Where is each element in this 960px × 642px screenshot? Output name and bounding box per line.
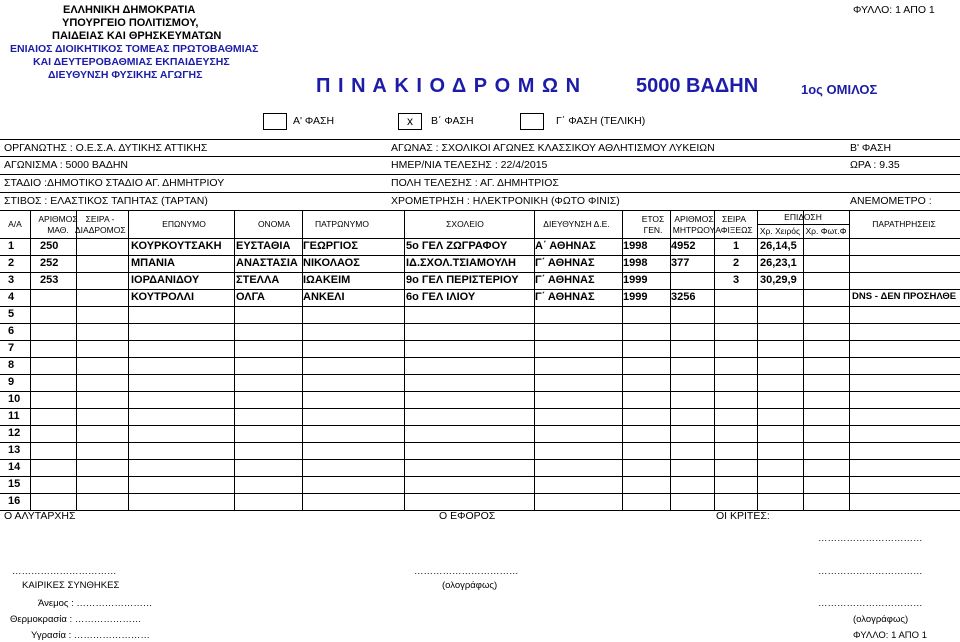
col-bib-2: ΜΑΘ. bbox=[47, 225, 69, 235]
cell-aa: 7 bbox=[8, 342, 15, 354]
cell-aa: 4 bbox=[8, 291, 15, 303]
header-line: ΚΑΙ ΔΕΥΤΕΡΟΒΑΘΜΙΑΣ ΕΚΠΑΙΔΕΥΣΗΣ bbox=[33, 56, 230, 68]
col-school: ΣΧΟΛΕΙΟ bbox=[446, 219, 484, 229]
cell-surname: ΜΠΑΝΙΑ bbox=[131, 257, 175, 269]
col-bib-1: ΑΡΙΘΜΟΣ bbox=[38, 214, 78, 224]
divider bbox=[849, 210, 850, 510]
divider bbox=[757, 210, 758, 510]
divider bbox=[0, 306, 960, 307]
divider bbox=[0, 391, 960, 392]
cell-dir: Α΄ ΑΘΗΝΑΣ bbox=[535, 240, 596, 252]
cell-name: ΕΥΣΤΑΘΙΑ bbox=[236, 240, 291, 252]
divider bbox=[534, 210, 535, 510]
cell-surname: ΚΟΥΡΚΟΥΤΣΑΚΗ bbox=[131, 240, 222, 252]
divider bbox=[0, 442, 960, 443]
cell-bib: 253 bbox=[40, 274, 59, 286]
cell-aa: 12 bbox=[8, 427, 21, 439]
divider bbox=[0, 156, 960, 157]
divider bbox=[128, 210, 129, 510]
cell-surname: ΙΟΡΔΑΝΙΔΟΥ bbox=[131, 274, 200, 286]
cell-dir: Γ΄ ΑΘΗΝΑΣ bbox=[535, 257, 595, 269]
ephor-label: Ο ΕΦΟΡΟΣ bbox=[439, 510, 496, 522]
group-title: 1ος ΟΜΙΛΟΣ bbox=[801, 82, 878, 97]
phase-b-label: Β΄ ΦΑΣΗ bbox=[431, 115, 474, 127]
divider bbox=[0, 174, 960, 175]
signature-caption: (ολογράφως) bbox=[853, 614, 909, 625]
time-info: ΩΡΑ : 9.35 bbox=[850, 159, 900, 171]
cell-father: ΝΙΚΟΛΑΟΣ bbox=[303, 257, 360, 269]
cell-school: 5ο ΓΕΛ ΖΩΓΡΑΦΟΥ bbox=[406, 240, 508, 252]
event-title: 5000 ΒΑΔΗΝ bbox=[636, 75, 759, 97]
divider bbox=[0, 340, 960, 341]
divider bbox=[0, 210, 960, 211]
cell-aa: 15 bbox=[8, 478, 21, 490]
competition: ΑΓΩΝΑΣ : ΣΧΟΛΙΚΟΙ ΑΓΩΝΕΣ ΚΛΑΣΣΙΚΟΥ ΑΘΛΗΤΙΣΜΟΥ ΛΥΚΕΙΩΝ bbox=[391, 142, 715, 154]
cell-aa: 14 bbox=[8, 461, 21, 473]
sheet-counter-footer: ΦΥΛΛΟ: 1 ΑΠΟ 1 bbox=[853, 630, 927, 641]
date-info: ΗΜΕΡ/ΝΙΑ ΤΕΛΕΣΗΣ : 22/4/2015 bbox=[391, 159, 548, 171]
col-lane-1: ΣΕΙΡΑ - bbox=[85, 214, 115, 224]
cell-father: ΙΩΑΚΕΙΜ bbox=[303, 274, 351, 286]
temperature-field: Θερμοκρασία : ………………… bbox=[10, 614, 142, 625]
col-directorate: ΔΙΕΥΘΥΝΣΗ Δ.Ε. bbox=[543, 219, 610, 229]
city-info: ΠΟΛΗ ΤΕΛΕΣΗΣ : ΑΓ. ΔΗΜΗΤΡΙΟΣ bbox=[391, 177, 559, 189]
cell-name: ΣΤΕΛΛΑ bbox=[236, 274, 280, 286]
humidity-field: Υγρασία : …………………… bbox=[31, 630, 150, 641]
cell-aa: 11 bbox=[8, 410, 20, 422]
header-line: ΕΛΛΗΝΙΚΗ ΔΗΜΟΚΡΑΤΙΑ bbox=[63, 4, 196, 16]
cell-hand: 26,23,1 bbox=[760, 257, 797, 269]
signature-dots: …………………………… bbox=[12, 566, 117, 577]
cell-reg: 4952 bbox=[671, 240, 696, 252]
page-title: Π Ι Ν Α Κ Ι Ο Δ Ρ Ο Μ Ω Ν bbox=[316, 75, 582, 97]
col-reg-2: ΜΗΤΡΩΟΥ bbox=[672, 225, 716, 235]
cell-reg: 3256 bbox=[671, 291, 696, 303]
col-order-1: ΣΕΙΡΑ bbox=[722, 214, 746, 224]
cell-dir: Γ΄ ΑΘΗΝΑΣ bbox=[535, 274, 595, 286]
cell-name: ΑΝΑΣΤΑΣΙΑ bbox=[236, 257, 298, 269]
cell-school: 6ο ΓΕΛ ΙΛΙΟΥ bbox=[406, 291, 476, 303]
signature-dots: …………………………… bbox=[818, 566, 923, 577]
cell-bib: 250 bbox=[40, 240, 59, 252]
cell-aa: 9 bbox=[8, 376, 15, 388]
signature-dots: …………………………… bbox=[818, 533, 923, 544]
header-line: ΕΝΙΑΙΟΣ ΔΙΟΙΚΗΤΙΚΟΣ ΤΟΜΕΑΣ ΠΡΩΤΟΒΑΘΜΙΑΣ bbox=[10, 43, 259, 55]
referee-label: Ο ΑΛΥΤΑΡΧΗΣ bbox=[4, 510, 76, 522]
signature-dots: …………………………… bbox=[818, 598, 923, 609]
divider bbox=[0, 255, 960, 256]
col-photo: Χρ. Φωτ.Φ bbox=[805, 226, 847, 236]
divider bbox=[30, 210, 31, 510]
cell-order: 2 bbox=[733, 257, 740, 269]
cell-aa: 16 bbox=[8, 495, 21, 507]
cell-aa: 2 bbox=[8, 257, 15, 269]
wind-field: Άνεμος : …………………… bbox=[38, 598, 153, 609]
divider bbox=[0, 493, 960, 494]
cell-bib: 252 bbox=[40, 257, 59, 269]
col-surname: ΕΠΩΝΥΜΟ bbox=[162, 219, 206, 229]
divider bbox=[714, 210, 715, 510]
judges-label: ΟΙ ΚΡΙΤΕΣ: bbox=[716, 510, 770, 522]
col-lane-2: ΔΙΑΔΡΟΜΟΣ bbox=[75, 225, 126, 235]
divider bbox=[302, 210, 303, 510]
col-name: ΟΝΟΜΑ bbox=[257, 219, 291, 229]
divider bbox=[0, 323, 960, 324]
cell-year: 1998 bbox=[623, 257, 648, 269]
cell-hand: 26,14,5 bbox=[760, 240, 797, 252]
phase-c-checkbox[interactable] bbox=[520, 113, 544, 130]
event-info: ΑΓΩΝΙΣΜΑ : 5000 ΒΑΔΗΝ bbox=[4, 159, 129, 171]
col-perf: ΕΠΙΔΟΣΗ bbox=[784, 212, 822, 222]
col-year-2: ΓΕΝ. bbox=[643, 225, 663, 235]
col-aa: Α/Α bbox=[8, 219, 22, 229]
divider bbox=[0, 192, 960, 193]
cell-school: ΙΔ.ΣΧΟΛ.ΤΣΙΑΜΟΥΛΗ bbox=[406, 257, 516, 269]
divider bbox=[0, 476, 960, 477]
divider bbox=[76, 210, 77, 510]
divider bbox=[234, 210, 235, 510]
col-hand: Χρ. Χειρός bbox=[759, 226, 801, 236]
cell-name: ΟΛΓΑ bbox=[236, 291, 265, 303]
col-notes: ΠΑΡΑΤΗΡΗΣΕΙΣ bbox=[872, 219, 936, 229]
col-year-1: ΕΤΟΣ bbox=[641, 214, 665, 224]
divider bbox=[0, 238, 960, 239]
divider bbox=[670, 210, 671, 510]
weather-title: ΚΑΙΡΙΚΕΣ ΣΥΝΘΗΚΕΣ bbox=[22, 580, 120, 591]
phase-a-checkbox[interactable] bbox=[263, 113, 287, 130]
cell-hand: 30,29,9 bbox=[760, 274, 797, 286]
signature-caption: (ολογράφως) bbox=[442, 580, 498, 591]
organizer: ΟΡΓΑΝΩΤΗΣ : Ο.Ε.Σ.Α. ΔΥΤΙΚΗΣ ΑΤΤΙΚΗΣ bbox=[4, 142, 208, 154]
stadium-info: ΣΤΑΔΙΟ :ΔΗΜΟΤΙΚΟ ΣΤΑΔΙΟ ΑΓ. ΔΗΜΗΤΡΙΟΥ bbox=[4, 177, 225, 189]
phase-c-label: Γ΄ ΦΑΣΗ (ΤΕΛΙΚΗ) bbox=[556, 115, 646, 127]
divider bbox=[803, 210, 804, 510]
cell-school: 9ο ΓΕΛ ΠΕΡΙΣΤΕΡΙΟΥ bbox=[406, 274, 519, 286]
col-order-2: ΑΦΙΞΕΩΣ bbox=[715, 225, 753, 235]
divider bbox=[0, 374, 960, 375]
cell-father: ΑΝΚΕΛΙ bbox=[303, 291, 345, 303]
divider bbox=[0, 272, 960, 273]
cell-order: 1 bbox=[733, 240, 740, 252]
header-line: ΥΠΟΥΡΓΕΙΟ ΠΟΛΙΤΙΣΜΟΥ, bbox=[62, 17, 199, 29]
cell-year: 1998 bbox=[623, 240, 648, 252]
cell-father: ΓΕΩΡΓΙΟΣ bbox=[303, 240, 358, 252]
divider bbox=[622, 210, 623, 510]
divider bbox=[0, 289, 960, 290]
divider bbox=[0, 408, 960, 409]
timing-info: ΧΡΟΜΕΤΡΗΣΗ : ΗΛΕΚΤΡΟΝΙΚΗ (ΦΩΤΟ ΦΙΝΙΣ) bbox=[391, 195, 620, 207]
wind-info: ΑΝΕΜΟΜΕΤΡΟ : bbox=[850, 195, 932, 207]
cell-notes: DNS - ΔΕΝ ΠΡΟΣΗΛΘΕ bbox=[852, 291, 957, 302]
cell-aa: 3 bbox=[8, 274, 15, 286]
phase-b-checkbox[interactable]: x bbox=[398, 113, 422, 130]
divider bbox=[0, 459, 960, 460]
cell-reg: 377 bbox=[671, 257, 690, 269]
header-line: ΠΑΙΔΕΙΑΣ ΚΑΙ ΘΡΗΣΚΕΥΜΑΤΩΝ bbox=[52, 30, 222, 42]
cell-year: 1999 bbox=[623, 291, 648, 303]
header-line: ΔΙΕΥΘΥΝΣΗ ΦΥΣΙΚΗΣ ΑΓΩΓΗΣ bbox=[48, 69, 203, 81]
divider bbox=[404, 210, 405, 510]
cell-order: 3 bbox=[733, 274, 740, 286]
divider bbox=[0, 139, 960, 140]
divider bbox=[0, 357, 960, 358]
divider bbox=[0, 425, 960, 426]
cell-aa: 10 bbox=[8, 393, 21, 405]
phase-a-label: Α' ΦΑΣΗ bbox=[293, 115, 335, 127]
cell-year: 1999 bbox=[623, 274, 648, 286]
cell-aa: 6 bbox=[8, 325, 15, 337]
col-father: ΠΑΤΡΩΝΥΜΟ bbox=[315, 219, 369, 229]
signature-dots: …………………………… bbox=[414, 566, 519, 577]
track-info: ΣΤΙΒΟΣ : ΕΛΑΣΤΙΚΟΣ ΤΑΠΗΤΑΣ (ΤΑΡΤΑΝ) bbox=[4, 195, 208, 207]
cell-aa: 5 bbox=[8, 308, 15, 320]
col-reg-1: ΑΡΙΘΜΟΣ bbox=[674, 214, 714, 224]
cell-dir: Γ΄ ΑΘΗΝΑΣ bbox=[535, 291, 595, 303]
cell-surname: ΚΟΥΤΡΟΛΛΙ bbox=[131, 291, 195, 303]
cell-aa: 1 bbox=[8, 240, 15, 252]
cell-aa: 13 bbox=[8, 444, 21, 456]
cell-aa: 8 bbox=[8, 359, 15, 371]
competition-phase: Β' ΦΑΣΗ bbox=[850, 142, 892, 154]
sheet-counter: ΦΥΛΛΟ: 1 ΑΠΟ 1 bbox=[853, 4, 935, 16]
